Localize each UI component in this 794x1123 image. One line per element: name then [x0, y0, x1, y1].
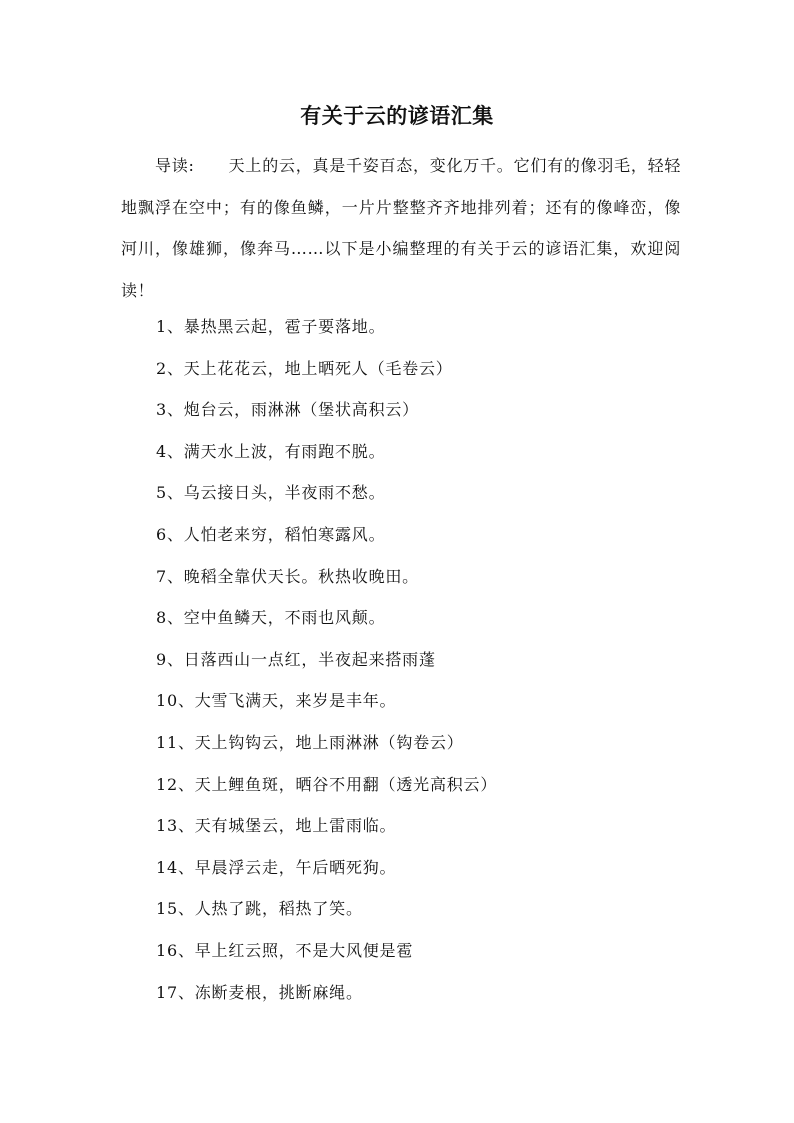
- proverb-item: 1、暴热黑云起，雹子要落地。: [156, 317, 386, 336]
- proverb-item: 4、满天水上波，有雨跑不脱。: [156, 441, 386, 461]
- proverb-item: 17、冻断麦根，挑断麻绳。: [156, 982, 363, 1002]
- intro-paragraph: [121, 145, 681, 311]
- proverb-item: 15、人热了跳，稻热了笑。: [156, 899, 363, 919]
- intro-label: 导读:: [155, 156, 195, 175]
- proverb-item: 8、空中鱼鳞天，不雨也风颠。: [156, 608, 386, 628]
- page-title: 有关于云的谚语汇集: [300, 103, 494, 128]
- proverb-item: 9、日落西山一点红，半夜起来搭雨蓬: [156, 649, 436, 669]
- proverb-item: 16、早上红云照，不是大风便是雹: [156, 940, 414, 960]
- proverb-item: 14、早晨浮云走，午后晒死狗。: [156, 857, 397, 877]
- proverb-item: 10、大雪飞满天，来岁是丰年。: [156, 691, 397, 711]
- proverb-item: 2、天上花花云，地上晒死人（毛卷云）: [156, 358, 453, 378]
- proverb-item: 13、天有城堡云，地上雷雨临。: [156, 816, 397, 836]
- proverb-item: 7、晚稻全靠伏天长。秋热收晚田。: [156, 566, 419, 586]
- intro-text: 天上的云，真是千姿百态，变化万千。它们有的像羽毛，轻轻地飘浮在空中；有的像鱼鳞，一片片整整齐齐地排列着；还有的像峰峦，像河川，像雄狮，像奔马……以下是小编整理的有关于云的谚语汇集，欢迎阅读！: [121, 156, 681, 300]
- proverb-item: 3、炮台云，雨淋淋（堡状高积云）: [156, 400, 419, 420]
- proverb-item: 12、天上鲤鱼斑，晒谷不用翻（透光高积云）: [156, 774, 498, 794]
- proverb-item: 6、人怕老来穷，稻怕寒露风。: [156, 524, 386, 544]
- proverb-item: 11、天上钩钩云，地上雨淋淋（钩卷云）: [156, 732, 464, 752]
- proverb-list: [156, 306, 716, 1013]
- proverb-item: 5、乌云接日头，半夜雨不愁。: [156, 483, 386, 503]
